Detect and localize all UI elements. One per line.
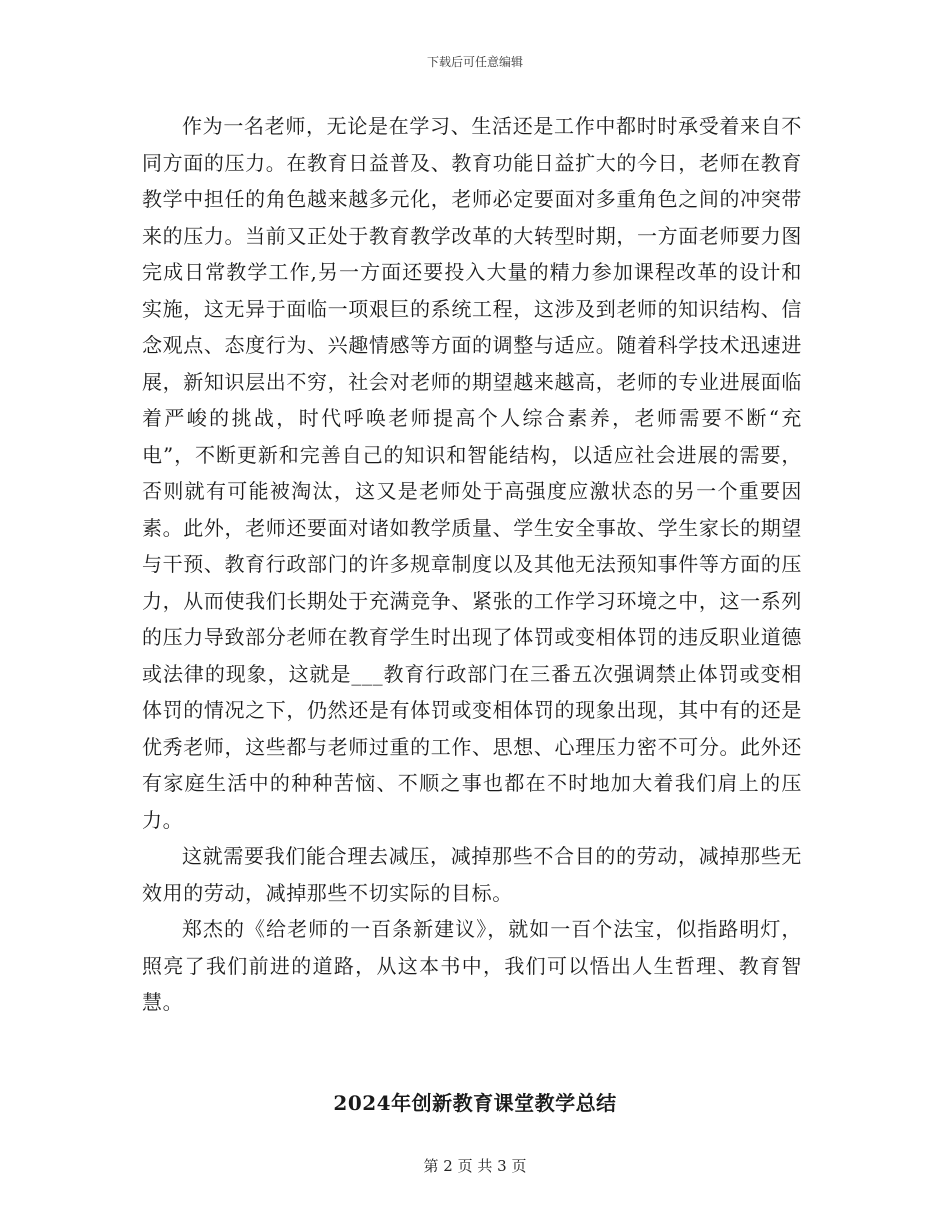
page-header-note: 下载后可任意编辑 bbox=[426, 55, 523, 69]
paragraph-3: 郑杰的《给老师的一百条新建议》，就如一百个法宝，似指路明灯，照亮了我们前进的道路，从这本书中，我们可以悟出人生哲理、教育智慧。 bbox=[142, 917, 802, 1014]
page-number: 第 2 页 共 3 页 bbox=[423, 1157, 527, 1175]
paragraph-1: 作为一名老师，无论是在学习、生活还是工作中都时时承受着来自不同方面的压力。在教育日益普及、教育功能日益扩大的今日，老师在教育教学中担任的角色越来越多元化，老师必定要面对多重角色之间的冲突带来的压力。当前又正处于教育教学改革的大转型时期，一方面老师要力图完成日常教学工作,另一方面还要投入大量的精力参加课程改革的设计和实施，这无异于面临一项艰巨的系统工程，这涉及到老师的知识结构、信念观点、态度行为、兴趣情感等方面的调整与适应。随着科学技术迅速进展，新知识层出不穷，社会对老师的期望越来越高，老师的专业进展面临着严峻的挑战，时代呼唤老师提高个人综合素养，老师需要不断“充电”，不断更新和完善自己的知识和智能结构，以适应社会进展的需要，否则就有可能被淘汰，这又是老师处于高强度应激状态的另一个重要因素。此外，老师还要面对诸如教学质量、学生安全事故、学生家长的期望与干预、教育行政部门的许多规章制度以及其他无法预知事件等方面的压力，从而使我们长期处于充满竞争、紧张的工作学习环境之中，这一系列的压力导致部分老师在教育学生时出现了体罚或变相体罚的违反职业道德或法律的现象，这就是___教育行政部门在三番五次强调禁止体罚或变相体罚的情况之下，仍然还是有体罚或变相体罚的现象出现，其中有的还是优秀老师，这些都与老师过重的工作、思想、心理压力密不可分。此外还有家庭生活中的种种苦恼、不顺之事也都在不时地加大着我们肩上的压力。 bbox=[142, 114, 802, 832]
paragraph-2: 这就需要我们能合理去减压，减掉那些不合目的的劳动，减掉那些无效用的劳动，减掉那些不切实际的目标。 bbox=[142, 844, 802, 905]
document-body bbox=[142, 108, 802, 1021]
section-title: 2024年创新教育课堂教学总结 bbox=[333, 1091, 617, 1115]
